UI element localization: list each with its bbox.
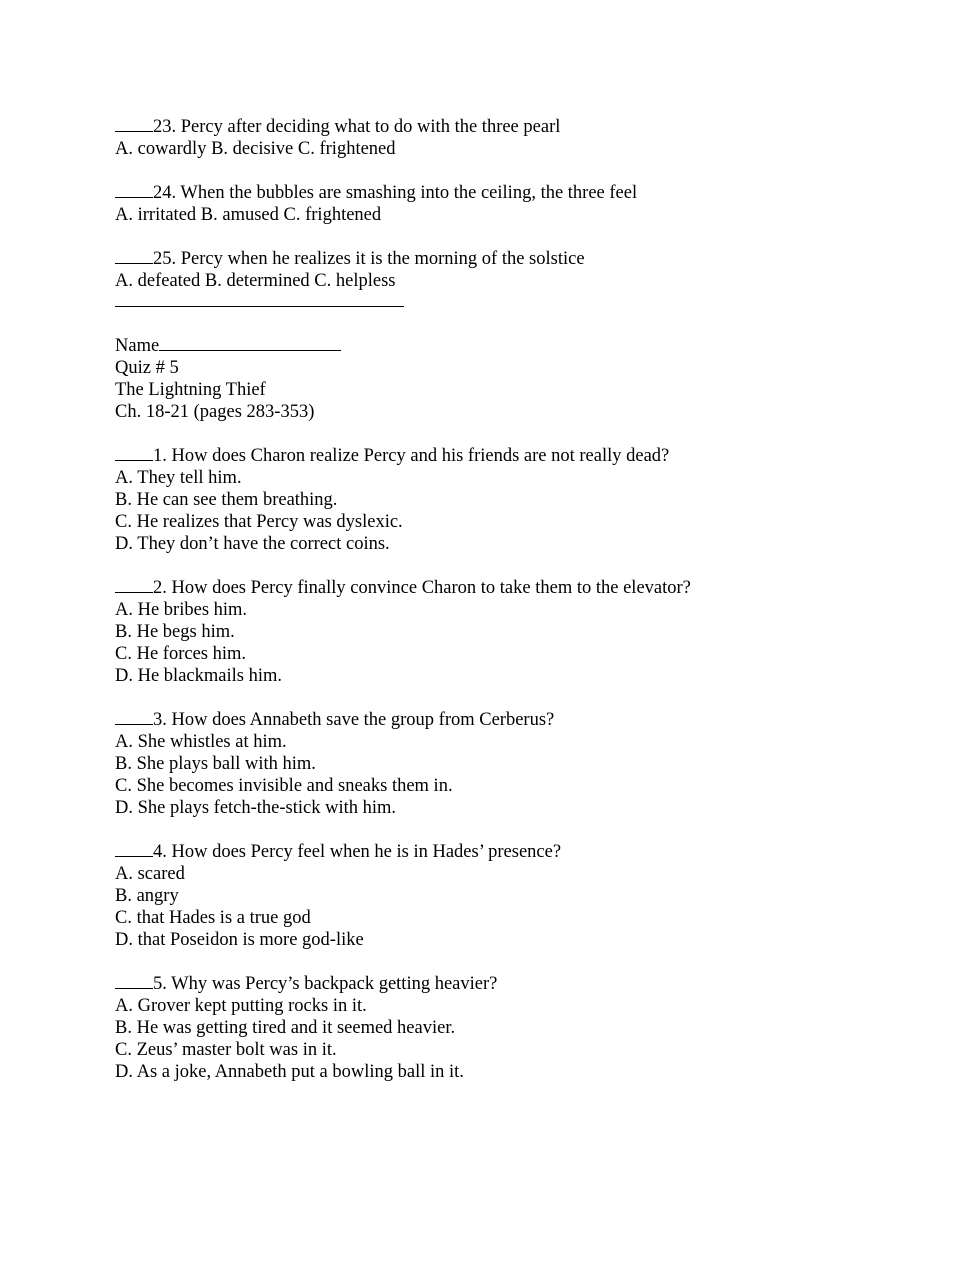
option-d: D. As a joke, Annabeth put a bowling ball in it. (115, 1062, 464, 1082)
question-line: 25. Percy when he realizes it is the morning of the solstice (115, 248, 895, 270)
quiz-page (115, 116, 895, 1083)
quiz-number: Quiz # 5 (115, 358, 179, 378)
question-line: 23. Percy after deciding what to do with the three pearl (115, 116, 895, 138)
option-b: B. angry (115, 886, 179, 906)
question-23 (115, 116, 895, 160)
option-d: D. She plays fetch-the-stick with him. (115, 798, 397, 818)
question-number: 1 (153, 446, 163, 466)
question-1 (115, 445, 895, 555)
option-b: B. She plays ball with him. (115, 754, 316, 774)
name-label: Name (115, 336, 160, 356)
question-3 (115, 709, 895, 819)
chapter-range: Ch. 18-21 (pages 283-353) (115, 402, 315, 422)
question-number: 3 (153, 710, 163, 730)
question-text: How does Charon realize Percy and his friends are not really dead? (171, 446, 670, 466)
question-line: 4. How does Percy feel when he is in Hades’ presence? (115, 841, 895, 863)
question-2 (115, 577, 895, 687)
answer-blank (115, 856, 153, 857)
question-line: 5. Why was Percy’s backpack getting heavier? (115, 973, 895, 995)
option-c: C. He forces him. (115, 644, 247, 664)
book-title: The Lightning Thief (115, 380, 266, 400)
answer-blank (115, 724, 153, 725)
option-b: B. He was getting tired and it seemed heavier. (115, 1018, 456, 1038)
quiz-header (115, 335, 895, 423)
option-a: A. scared (115, 864, 185, 884)
question-number: 24 (153, 183, 172, 203)
answer-blank (115, 460, 153, 461)
question-text: Why was Percy’s backpack getting heavier? (171, 974, 498, 994)
section-divider (115, 306, 404, 307)
name-line (115, 335, 895, 357)
question-line: 1. How does Charon realize Percy and his friends are not really dead? (115, 445, 895, 467)
answer-options: A. defeated B. determined C. helpless (115, 271, 396, 291)
question-5 (115, 973, 895, 1083)
option-b: B. He can see them breathing. (115, 490, 338, 510)
question-line: 24. When the bubbles are smashing into the ceiling, the three feel (115, 182, 895, 204)
question-4 (115, 841, 895, 951)
question-number: 25 (153, 249, 172, 269)
option-a: A. He bribes him. (115, 600, 248, 620)
name-blank (159, 350, 341, 351)
question-number: 23 (153, 117, 172, 137)
option-c: C. Zeus’ master bolt was in it. (115, 1040, 337, 1060)
answer-options: A. irritated B. amused C. frightened (115, 205, 382, 225)
option-d: D. that Poseidon is more god-like (115, 930, 364, 950)
option-d: D. He blackmails him. (115, 666, 282, 686)
option-d: D. They don’t have the correct coins. (115, 534, 390, 554)
question-text: Percy when he realizes it is the morning of the solstice (180, 249, 585, 269)
question-line: 2. How does Percy finally convince Charon to take them to the elevator? (115, 577, 895, 599)
question-number: 2 (153, 578, 163, 598)
answer-blank (115, 263, 153, 264)
question-text: How does Percy feel when he is in Hades’ presence? (171, 842, 562, 862)
question-25 (115, 248, 895, 292)
option-c: C. She becomes invisible and sneaks them in. (115, 776, 453, 796)
option-b: B. He begs him. (115, 622, 235, 642)
question-number: 4 (153, 842, 163, 862)
question-line: 3. How does Annabeth save the group from Cerberus? (115, 709, 895, 731)
question-text: When the bubbles are smashing into the ceiling, the three feel (180, 183, 638, 203)
answer-blank (115, 131, 153, 132)
option-c: C. that Hades is a true god (115, 908, 311, 928)
option-a: A. Grover kept putting rocks in it. (115, 996, 367, 1016)
question-text: How does Annabeth save the group from Cerberus? (171, 710, 555, 730)
question-number: 5 (153, 974, 163, 994)
option-c: C. He realizes that Percy was dyslexic. (115, 512, 403, 532)
answer-options: A. cowardly B. decisive C. frightened (115, 139, 396, 159)
question-text: Percy after deciding what to do with the three pearl (180, 117, 561, 137)
answer-blank (115, 592, 153, 593)
answer-blank (115, 988, 153, 989)
option-a: A. She whistles at him. (115, 732, 287, 752)
question-text: How does Percy finally convince Charon to take them to the elevator? (171, 578, 691, 598)
answer-blank (115, 197, 153, 198)
question-24 (115, 182, 895, 226)
option-a: A. They tell him. (115, 468, 242, 488)
